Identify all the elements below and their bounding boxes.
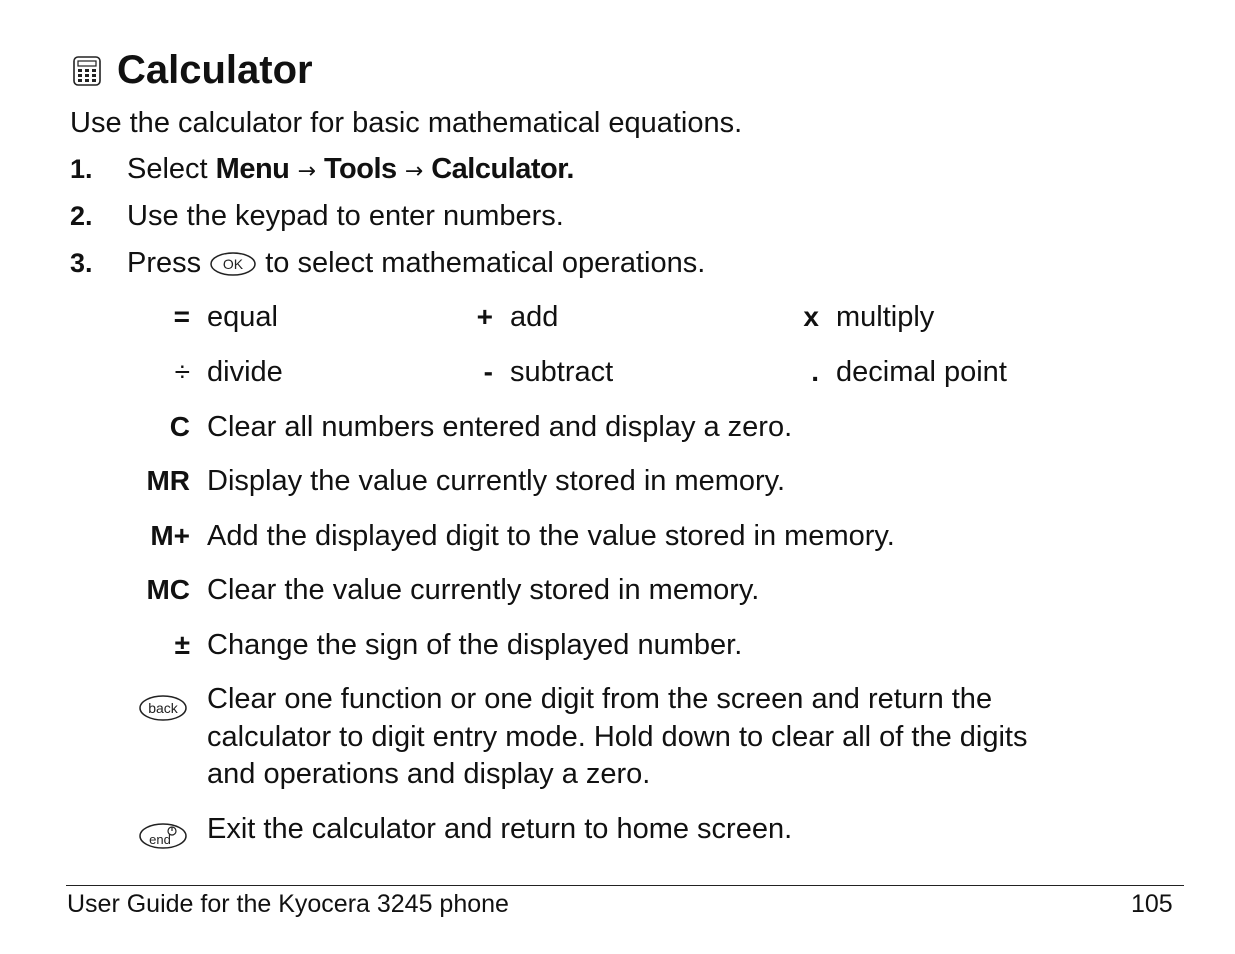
back-key-label: back xyxy=(148,700,178,716)
back-key-description-line: calculator to digit entry mode. Hold down to clear all of the digits xyxy=(207,721,1028,753)
operator-symbol: . xyxy=(811,356,819,387)
arrow-icon: → xyxy=(297,159,316,184)
back-key-icon xyxy=(138,694,188,722)
intro-text: Use the calculator for basic mathematical equations. xyxy=(70,107,743,139)
operator-symbol: = xyxy=(173,301,190,332)
operator-symbol: + xyxy=(476,301,493,332)
calculator-icon xyxy=(72,56,102,86)
step-1-prefix: Select xyxy=(127,153,216,185)
step-2-text: Use the keypad to enter numbers. xyxy=(127,200,564,232)
function-symbol: ± xyxy=(174,629,190,660)
function-description: Add the displayed digit to the value stored in memory. xyxy=(207,520,895,552)
operator-label: subtract xyxy=(510,356,614,388)
operator-symbol: x xyxy=(803,301,819,332)
function-symbol: C xyxy=(169,411,190,442)
end-key-label: end xyxy=(149,832,171,847)
operator-label: decimal point xyxy=(836,356,1007,388)
page-title: Calculator xyxy=(117,48,313,92)
function-description: Clear all numbers entered and display a zero. xyxy=(207,411,793,443)
step-1-text xyxy=(127,151,574,190)
ok-key-label: OK xyxy=(223,256,244,273)
function-description: Display the value currently stored in memory. xyxy=(207,465,786,497)
function-symbol: MR xyxy=(146,465,190,496)
footer-title: User Guide for the Kyocera 3245 phone xyxy=(67,890,509,918)
step-3-text xyxy=(127,245,705,281)
operator-symbol: - xyxy=(483,356,493,387)
back-key-description-line: Clear one function or one digit from the screen and return the xyxy=(207,683,993,715)
function-symbol: M+ xyxy=(150,520,190,551)
step-number: 1. xyxy=(70,154,93,184)
operator-label: multiply xyxy=(836,301,935,333)
step-3-after: to select mathematical operations. xyxy=(257,247,706,279)
arrow-icon: → xyxy=(404,159,424,184)
page-number: 105 xyxy=(1131,890,1173,918)
function-description: Change the sign of the displayed number. xyxy=(207,629,743,661)
back-key-description-line: and operations and display a zero. xyxy=(207,758,651,790)
menu-path-calculator: Calculator. xyxy=(431,153,574,185)
function-symbol: MC xyxy=(146,574,190,605)
end-key-description: Exit the calculator and return to home screen. xyxy=(207,813,793,845)
operator-label: equal xyxy=(207,301,278,333)
step-number: 3. xyxy=(70,248,93,278)
end-key-icon xyxy=(138,822,188,850)
menu-path-menu: Menu xyxy=(215,153,290,185)
function-description: Clear the value currently stored in memory. xyxy=(207,574,760,606)
operator-label: add xyxy=(510,301,559,333)
step-3-before: Press xyxy=(127,247,210,279)
footer-divider xyxy=(66,885,1184,886)
step-number: 2. xyxy=(70,201,93,231)
ok-key-icon xyxy=(209,251,257,277)
menu-path-tools: Tools xyxy=(323,153,397,185)
operator-symbol: ÷ xyxy=(174,356,190,387)
operator-label: divide xyxy=(207,356,283,388)
